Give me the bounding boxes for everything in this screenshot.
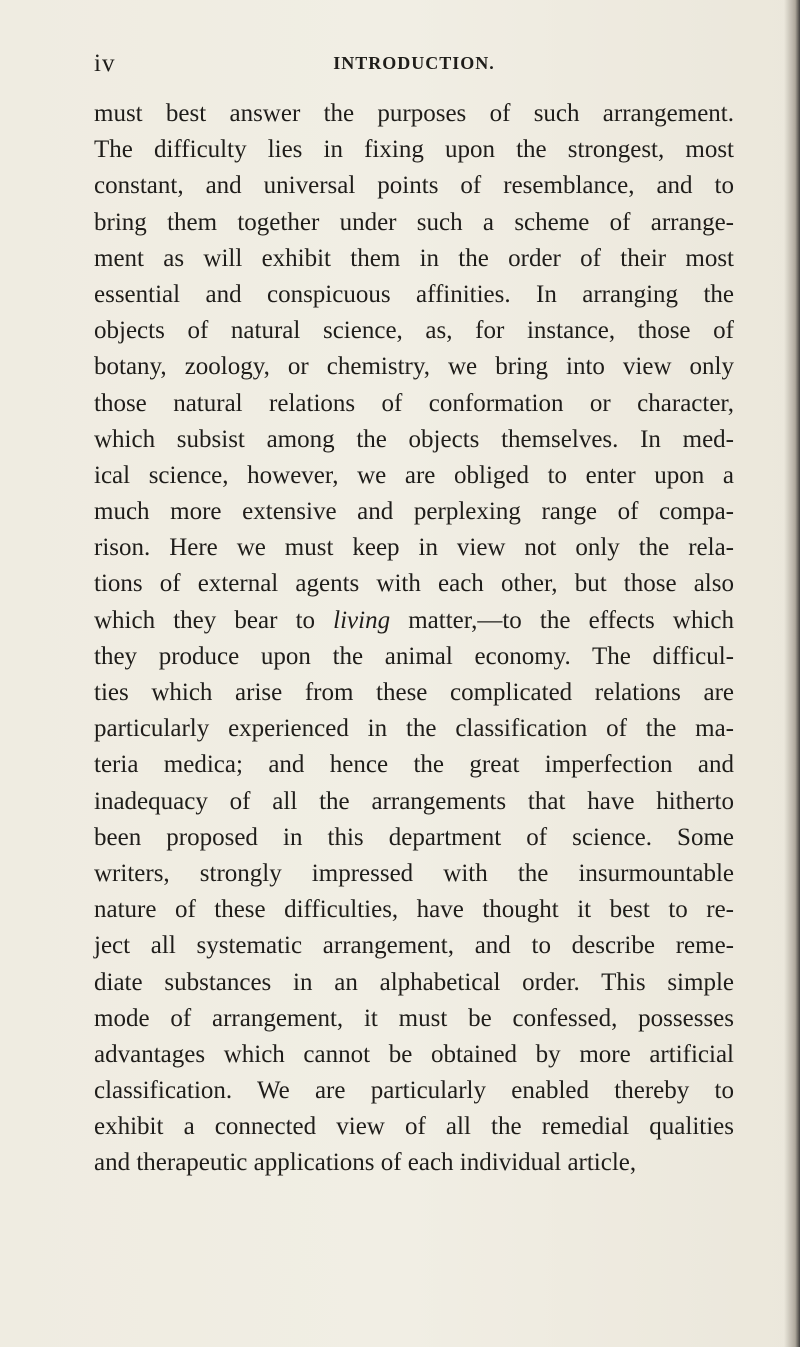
text-line: tions of external agents with each other, but those also (94, 570, 734, 598)
text-line: advantages which cannot be obtained by more artificial (94, 1040, 734, 1068)
text-line: and therapeutic applications of each individual article, (94, 1149, 637, 1177)
text-line: been proposed in this department of science. Some (94, 823, 734, 851)
text-line: rison. Here we must keep in view not only the rela- (94, 534, 734, 562)
text-line: much more extensive and perplexing range of compa- (94, 498, 734, 526)
text-line-with-italic (94, 603, 734, 639)
text-line: mode of arrangement, it must be confessed, possesses (94, 1004, 734, 1032)
text-segment: matter,—to the effects which (390, 606, 734, 634)
text-line: The difficulty lies in fixing upon the strongest, most (94, 136, 734, 164)
text-line: essential and conspicuous affinities. In arranging the (94, 280, 734, 308)
text-line: ment as will exhibit them in the order of their most (94, 244, 734, 272)
text-line: botany, zoology, or chemistry, we bring into view only (94, 353, 734, 381)
text-line: they produce upon the animal economy. The difficul- (94, 642, 734, 670)
body-text (94, 96, 734, 1182)
text-line: ical science, however, we are obliged to enter upon a (94, 461, 734, 489)
text-line: inadequacy of all the arrangements that have hitherto (94, 787, 734, 815)
text-segment: which they bear to (94, 606, 334, 634)
text-line: which subsist among the objects themselves. In med- (94, 425, 734, 453)
running-head: INTRODUCTION. (333, 53, 495, 73)
text-line: objects of natural science, as, for instance, those of (94, 317, 734, 345)
text-line: nature of these difficulties, have thought it best to re- (94, 896, 734, 924)
text-line: constant, and universal points of resemblance, and to (94, 172, 734, 200)
text-line: writers, strongly impressed with the insurmountable (94, 859, 734, 887)
text-line: bring them together under such a scheme of arrange- (94, 208, 734, 236)
text-line: must best answer the purposes of such arrangement. (94, 100, 734, 127)
text-line: teria medica; and hence the great imperfection and (94, 751, 734, 779)
text-line: ject all systematic arrangement, and to describe reme- (94, 932, 734, 960)
text-line: particularly experienced in the classification of the ma- (94, 715, 734, 743)
page-edge-shadow (784, 0, 800, 1347)
text-line: exhibit a connected view of all the remedial qualities (94, 1113, 734, 1141)
page-number: iv (94, 50, 116, 77)
text-line: ties which arise from these complicated relations are (94, 679, 734, 706)
italic-word: living (333, 606, 391, 634)
page-header (94, 50, 734, 82)
text-line: those natural relations of conformation or character, (94, 389, 734, 417)
text-line: diate substances in an alphabetical order. This simple (94, 968, 734, 996)
text-line: classification. We are particularly enabled thereby to (94, 1077, 734, 1105)
